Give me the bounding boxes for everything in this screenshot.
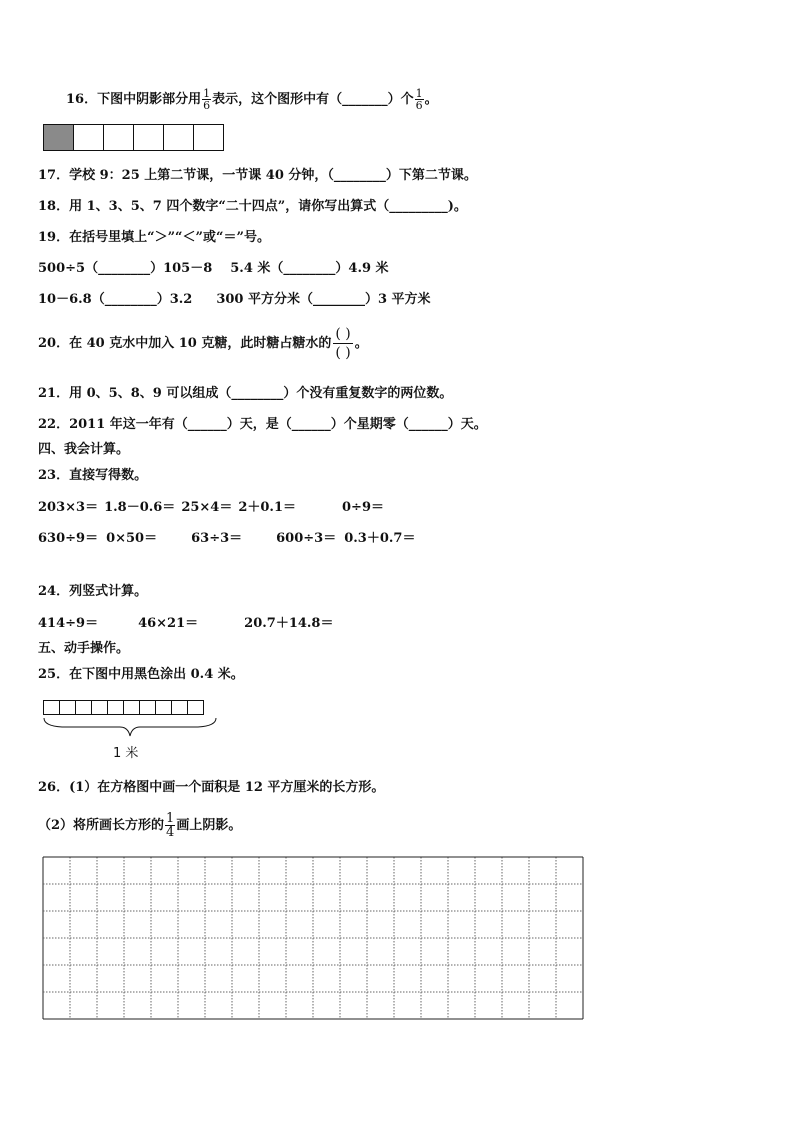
q25-brace [42, 716, 218, 742]
strip-cell [193, 124, 224, 151]
question-23: 23．直接写得数。 [38, 468, 148, 483]
q23-row-1: 203×3＝ 1.8－0.6＝ 25×4＝ 2＋0.1＝ 0÷9＝ [38, 500, 384, 515]
q25-ruler-label: 1 米 [113, 746, 139, 761]
ruler-cell[interactable] [139, 700, 156, 715]
q16-text-pre: 16．下图中阴影部分用 [66, 92, 202, 107]
ruler-cell[interactable] [171, 700, 188, 715]
question-18: 18．用 1、3、5、7 四个数字“二十四点”，请你写出算式（_________)。 [38, 199, 467, 214]
ruler-cell[interactable] [187, 700, 204, 715]
strip-cell-shaded [43, 124, 74, 151]
question-22: 22．2011 年这一年有（______）天，是（______）个星期零（______）天。 [38, 417, 487, 432]
question-26-part-2: （2）将所画长方形的 $\frac{1}{4}$ 画上阴影。 [38, 811, 242, 840]
q26-fraction: $\frac{1}{4}$ [166, 811, 175, 840]
ruler-cell[interactable] [155, 700, 172, 715]
q19-item-1: 500÷5（________）105－8 [38, 261, 213, 276]
section-5-heading: 五、动手操作。 [38, 641, 130, 656]
question-17: 17．学校 9：25 上第二节课，一节课 40 分钟，（________）下第二节课。 [38, 168, 477, 183]
section-4-heading: 四、我会计算。 [38, 442, 130, 457]
q16-text-mid: 表示，这个图形中有（_______）个 [212, 92, 414, 107]
question-26-part-1: 26．(1）在方格图中画一个面积是 12 平方厘米的长方形。 [38, 780, 385, 795]
q16-fraction-2: $\frac{1}{6}$ [415, 87, 423, 112]
q16-shaded-strip [44, 124, 224, 151]
question-19-row-2 [38, 291, 431, 309]
q19-item-2: 5.4 米（________）4.9 米 [230, 261, 389, 276]
ruler-cell[interactable] [75, 700, 92, 715]
question-20: 20．在 40 克水中加入 10 克糖，此时糖占糖水的 ( ) ( ) 。 [38, 326, 368, 361]
q24-row: 414÷9＝ 46×21＝ 20.7＋14.8＝ [38, 616, 334, 631]
ruler-cell[interactable] [107, 700, 124, 715]
q19-item-4: 300 平方分米（________）3 平方米 [216, 292, 431, 307]
question-24: 24．列竖式计算。 [38, 584, 148, 599]
q26-square-grid[interactable] [42, 856, 584, 1020]
strip-cell [103, 124, 134, 151]
strip-cell [163, 124, 194, 151]
strip-cell [73, 124, 104, 151]
ruler-cell[interactable] [59, 700, 76, 715]
strip-cell [133, 124, 164, 151]
ruler-cell[interactable] [91, 700, 108, 715]
question-19: 19．在括号里填上“＞”“＜”或“＝”号。 [38, 230, 270, 245]
ruler-cell[interactable] [123, 700, 140, 715]
question-21: 21．用 0、5、8、9 可以组成（________）个没有重复数字的两位数。 [38, 386, 453, 401]
q23-row-2: 630÷9＝ 0×50＝ 63÷3＝ 600÷3＝ 0.3＋0.7＝ [38, 531, 416, 546]
q20-fraction-blank[interactable]: ( ) ( ) [335, 326, 351, 361]
q25-meter-ruler [44, 700, 204, 715]
q19-item-3: 10－6.8（________）3.2 [38, 292, 193, 307]
q16-fraction: $\frac{1}{6}$ [203, 87, 211, 112]
question-16: 16．下图中阴影部分用 $\frac{1}{6}$ 表示，这个图形中有（_______）个 $\frac{1}{6}$ 。 [66, 87, 438, 112]
ruler-cell[interactable] [43, 700, 60, 715]
question-25: 25．在下图中用黑色涂出 0.4 米。 [38, 667, 244, 682]
question-19-row-1 [38, 260, 389, 278]
